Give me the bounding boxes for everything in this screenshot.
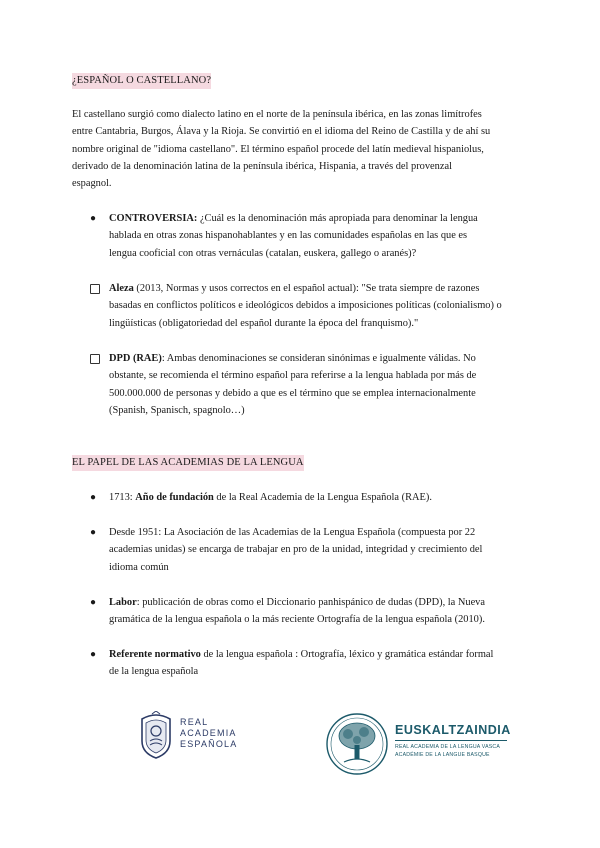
euskaltzaindia-title: EUSKALTZAINDIA [395, 723, 511, 737]
oak-tree-emblem-icon [326, 712, 388, 776]
dpd-line-3: 500.000.000 de personas y debido a que es el término que se emplea internacionalmente [109, 387, 476, 399]
bullet-fundacion [90, 489, 530, 506]
bullet-dot-icon: ● [90, 492, 97, 503]
euskaltzaindia-logo [324, 711, 511, 777]
checkbox-icon [90, 284, 100, 294]
aleza-line-1: (2013, Normas y usos correctos en el español actual): "Se trata siempre de razones [133, 283, 480, 294]
section-heading-espanol-castellano: ¿ESPAÑOL O CASTELLANO? [72, 73, 211, 89]
controversia-line-3: lengua cooficial con otras vernáculas (catalan, euskera, gallego o aranés)? [109, 247, 417, 259]
dpd-label: DPD (RAE) [109, 353, 162, 364]
controversia-label: CONTROVERSIA: [109, 213, 198, 224]
referente-label: Referente normativo [109, 649, 201, 660]
controversia-line-2: hablada en otras zonas hispanohablantes y en las comunidades españolas en las que es [109, 230, 468, 242]
bullet-dot-icon: ● [90, 597, 97, 608]
bullet-controversia [90, 210, 530, 262]
asociacion-line-3: idioma común [109, 561, 169, 573]
euskaltzaindia-divider [395, 740, 507, 741]
dpd-line-4: (Spanish, Spanisch, spagnolo…) [109, 404, 245, 416]
intro-paragraph [72, 106, 530, 192]
intro-line-2: entre Cantabria, Burgos, Álava y la Rioja. Se convirtió en el idioma del Reino de Castilla y de ahí su [72, 126, 491, 138]
intro-line-4: derivado de la denominación latina de la península ibérica, Hispania, a través del provenzal [72, 160, 452, 172]
intro-line-3: nombre original de "idioma castellano". El término español procede del latín medieval hispaniolus, [72, 143, 484, 155]
labor-line-1: : publicación de obras como el Diccionario panhispánico de dudas (DPD), la Nueva [136, 597, 485, 608]
labor-line-2: gramática de la lengua española o la más reciente Ortografía de la lengua española (2010). [109, 614, 485, 626]
labor-label: Labor [109, 597, 137, 608]
rae-logo [138, 711, 258, 761]
checkbox-item-aleza [90, 280, 530, 332]
rae-line-2: ACADEMIA [180, 728, 237, 738]
rae-crest-icon [138, 711, 174, 759]
section-heading-academias: EL PAPEL DE LAS ACADEMIAS DE LA LENGUA [72, 455, 304, 471]
rae-line-1: REAL [180, 717, 209, 727]
referente-line-2: de la lengua española [109, 666, 199, 678]
checkbox-item-dpd [90, 350, 530, 419]
checkbox-icon [90, 354, 100, 364]
euskaltzaindia-subtitle-1: REAL ACADEMIA DE LA LENGUA VASCA [395, 744, 500, 750]
bullet-labor [90, 594, 530, 629]
rae-wordmark [180, 717, 237, 750]
fundacion-rest: de la Real Academia de la Lengua Española (RAE). [213, 492, 432, 503]
bullet-dot-icon: ● [90, 213, 97, 224]
dpd-line-2: obstante, se recomienda el término español para referirse a la lengua hablada por más de [109, 370, 477, 382]
asociacion-line-1: Desde 1951: La Asociación de las Academias de la Lengua Española (compuesta por 22 [109, 527, 476, 538]
fundacion-prefix: 1713: [109, 492, 136, 503]
bullet-dot-icon: ● [90, 649, 97, 660]
bullet-referente [90, 646, 530, 681]
referente-line-1: de la lengua española : Ortografía, léxico y gramática estándar formal [200, 649, 494, 660]
bullet-dot-icon: ● [90, 527, 97, 538]
asociacion-line-2: academias unidas) se encarga de trabajar en pro de la unidad, integridad y crecimiento del [109, 544, 483, 556]
bullet-asociacion [90, 524, 530, 576]
controversia-line-1: ¿Cuál es la denominación más apropiada para denominar la lengua [197, 213, 478, 224]
aleza-line-2: basadas en conflictos políticos e ideológicos debidos a imposiciones políticas (colonialismo) o [109, 300, 502, 312]
aleza-label: Aleza [109, 283, 134, 294]
fundacion-label: Año de fundación [135, 492, 214, 503]
intro-line-5: espagnol. [72, 178, 112, 190]
euskaltzaindia-subtitle-2: ACADÉMIE DE LA LANGUE BASQUE [395, 752, 490, 758]
rae-line-3: ESPAÑOLA [180, 739, 238, 749]
dpd-line-1: : Ambas denominaciones se consideran sinónimas e igualmente válidas. No [161, 353, 476, 364]
intro-line-1: El castellano surgió como dialecto latino en el norte de la península ibérica, en las zonas limítrofes [72, 109, 482, 120]
aleza-line-3: lingüísticas (obligatoriedad del español durante la época del franquismo)." [109, 317, 419, 329]
